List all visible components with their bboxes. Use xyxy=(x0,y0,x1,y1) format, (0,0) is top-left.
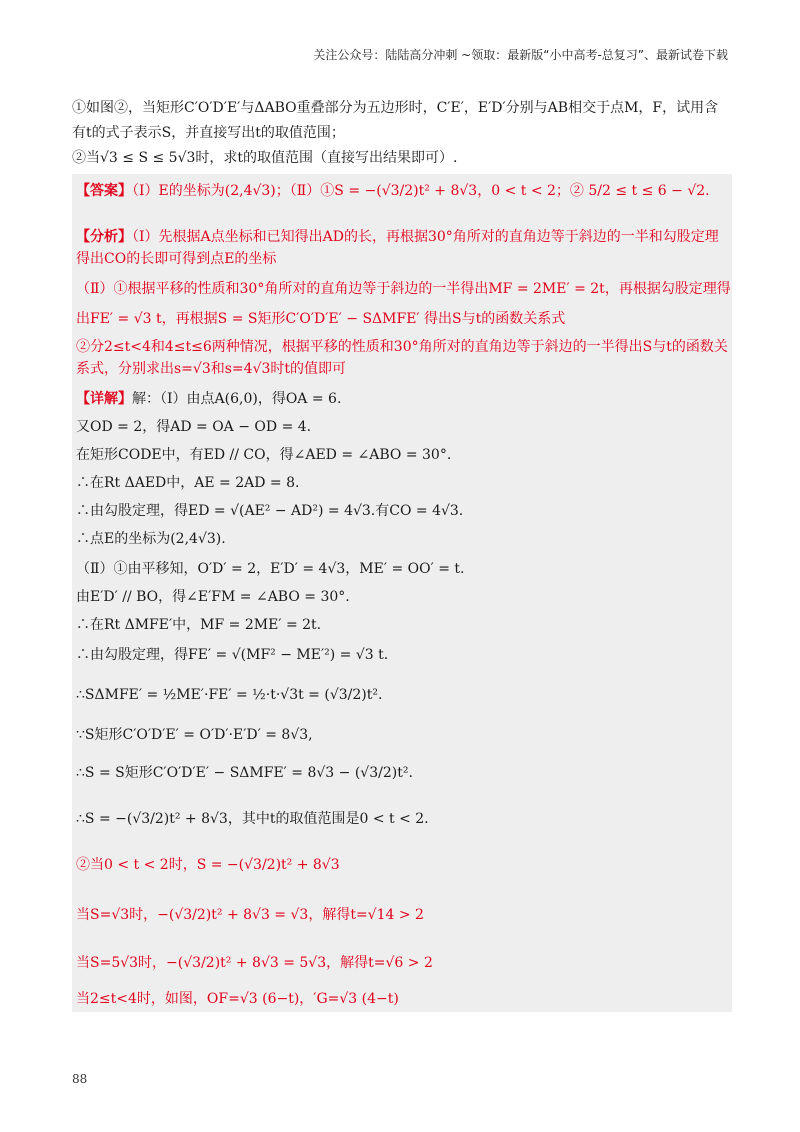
question-intro xyxy=(72,96,732,171)
detail-line-7: （Ⅱ）①由平移知，O′D′ = 2，E′D′ = 4√3，ME′ = OO′ = t. xyxy=(76,561,465,577)
analysis-part-1 xyxy=(76,226,728,270)
analysis-part-3: ②分2≤t<4和4≤t≤6两种情况，根据平移的性质和30°角所对的直角边等于斜边的一半得出S与t的函数关系式，分别求出s=√3和s=4√3时t的值即可 xyxy=(76,339,728,377)
detail-line-15: ②当0 < t < 2时，S = −(√3/2)t² + 8√3 xyxy=(76,857,340,873)
detail-line-13: ∴S = S矩形C′O′D′E′ − SΔMFE′ = 8√3 − (√3/2)t². xyxy=(76,765,413,781)
analysis-part-2-line-1: （Ⅱ）①根据平移的性质和30°角所对的直角边等于斜边的一半得出MF = 2ME′ = 2t，再根据勾股定理得 xyxy=(76,281,731,297)
detail-line-10: ∴由勾股定理，得FE′ = √(MF² − ME′²) = √3 t. xyxy=(76,647,389,663)
solution-box xyxy=(72,174,732,1012)
answer-text: （Ⅰ）E的坐标为(2,4√3)；（Ⅱ）①S = −(√3/2)t² + 8√3，0 < t < 2；② 5/2 ≤ t ≤ 6 − √2. xyxy=(132,183,710,199)
answer-line xyxy=(76,180,728,202)
detail-line-17: 当S=5√3时，−(√3/2)t² + 8√3 = 5√3，解得t=√6 > 2 xyxy=(76,955,433,971)
detail-line-18: 当2≤t<4时，如图，OF=√3 (6−t)，′G=√3 (4−t) xyxy=(76,991,399,1007)
detail-line-6: ∴点E的坐标为(2,4√3). xyxy=(76,531,226,547)
analysis-label: 【分析】 xyxy=(76,229,132,245)
detail-line-3: 在矩形CODE中，有ED // CO，得∠AED = ∠ABO = 30°. xyxy=(76,447,452,463)
detail-line-8: 由E′D′ // BO，得∠E′FM = ∠ABO = 30°. xyxy=(76,589,350,605)
detail-text-1: 解：（Ⅰ）由点A(6,0)，得OA = 6. xyxy=(132,391,342,407)
page-header: 关注公众号：陆陆高分冲刺 ~领取：最新版“小中高考-总复习”、最新试卷下载 xyxy=(313,48,728,62)
question-part-2: ②当√3 ≤ S ≤ 5√3时，求t的取值范围（直接写出结果即可）. xyxy=(72,150,458,166)
answer-label: 【答案】 xyxy=(76,183,132,199)
question-part-1: ①如图②，当矩形C′O′D′E′与ΔABO重叠部分为五边形时，C′E′，E′D′分别与AB相交于点M，F，试用含有t的式子表示S，并直接写出t的取值范围； xyxy=(72,100,719,141)
detail-line-4: ∴在Rt ΔAED中，AE = 2AD = 8. xyxy=(76,475,300,491)
detail-label: 【详解】 xyxy=(76,391,132,407)
detail-line-5: ∴由勾股定理，得ED = √(AE² − AD²) = 4√3.有CO = 4√3. xyxy=(76,503,464,519)
detail-line-11: ∴SΔMFE′ = ½ME′·FE′ = ½·t·√3t = (√3/2)t². xyxy=(76,687,383,703)
detail-line-12: ∵S矩形C′O′D′E′ = O′D′·E′D′ = 8√3, xyxy=(76,727,313,743)
detail-line-1 xyxy=(76,388,728,410)
detail-line-9: ∴在Rt ΔMFE′中，MF = 2ME′ = 2t. xyxy=(76,617,322,633)
detail-line-2: 又OD = 2，得AD = OA − OD = 4. xyxy=(76,419,312,435)
detail-line-14: ∴S = −(√3/2)t² + 8√3，其中t的取值范围是0 < t < 2. xyxy=(76,811,429,827)
analysis-text-1: （Ⅰ）先根据A点坐标和已知得出AD的长，再根据30°角所对的直角边等于斜边的一半和勾股定理得出CO的长即可得到点E的坐标 xyxy=(76,229,719,267)
page-number: 88 xyxy=(72,1072,88,1086)
analysis-part-2-line-2: 出FE′ = √3 t，再根据S = S矩形C′O′D′E′ − SΔMFE′ 得出S与t的函数关系式 xyxy=(76,311,566,327)
detail-line-16: 当S=√3时，−(√3/2)t² + 8√3 = √3，解得t=√14 > 2 xyxy=(76,907,424,923)
